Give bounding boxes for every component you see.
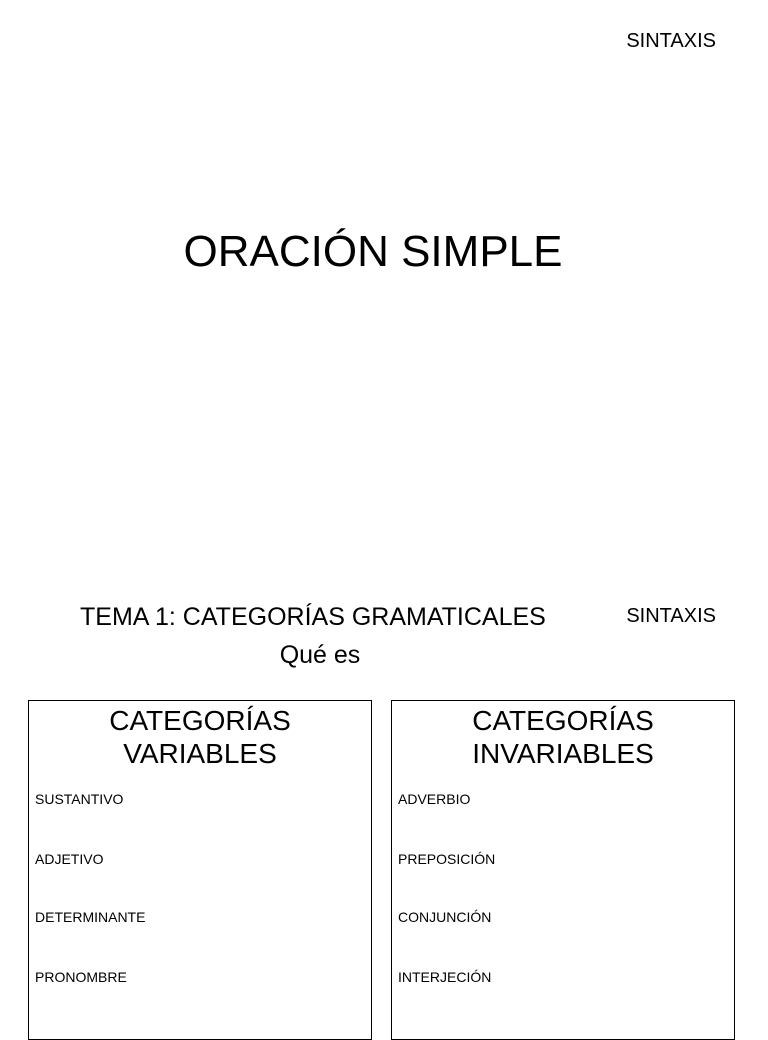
list-item: ADVERBIO	[398, 791, 471, 807]
list-item: PRONOMBRE	[35, 969, 127, 985]
list-item: SUSTANTIVO	[35, 791, 124, 807]
box-title	[392, 704, 734, 770]
box-title-line: INVARIABLES	[472, 738, 654, 769]
slide-label: SINTAXIS	[626, 30, 716, 52]
box-title	[29, 704, 371, 770]
list-item: PREPOSICIÓN	[398, 851, 496, 867]
invariable-categories-box	[391, 700, 735, 1040]
list-item: CONJUNCIÓN	[398, 909, 492, 925]
list-item: INTERJECIÓN	[398, 969, 492, 985]
topic-title: TEMA 1: CATEGORÍAS GRAMATICALES	[80, 603, 546, 631]
topic-subtitle: Qué es	[279, 641, 361, 669]
box-title-line: CATEGORÍAS	[472, 705, 654, 736]
list-item: ADJETIVO	[35, 851, 104, 867]
slide-title: ORACIÓN SIMPLE	[183, 227, 563, 276]
list-item: DETERMINANTE	[35, 909, 146, 925]
slide-label: SINTAXIS	[626, 605, 716, 627]
variable-categories-box	[28, 700, 372, 1040]
box-title-line: VARIABLES	[123, 738, 277, 769]
box-title-line: CATEGORÍAS	[109, 705, 291, 736]
